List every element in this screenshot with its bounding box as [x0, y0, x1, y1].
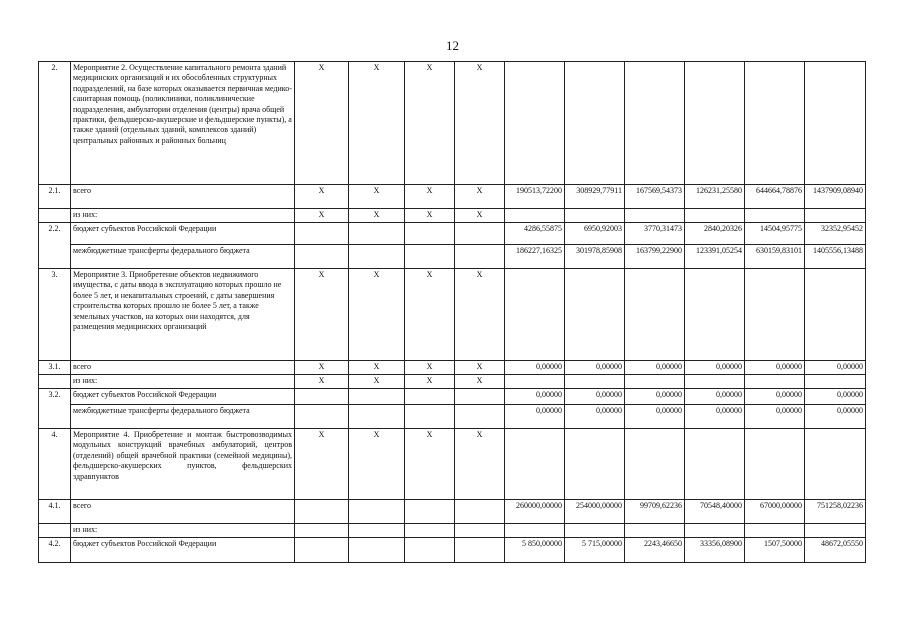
value-cell: 0,00000 — [565, 405, 625, 429]
value-cell: 70548,40000 — [685, 500, 745, 524]
row-number — [39, 209, 71, 223]
x-cell — [405, 223, 455, 245]
table-row — [39, 269, 866, 361]
value-cell — [805, 429, 866, 500]
value-cell: 3770,31473 — [625, 223, 685, 245]
x-cell — [455, 500, 505, 524]
x-cell — [349, 223, 405, 245]
value-cell: 190513,72200 — [505, 185, 565, 209]
x-cell — [455, 223, 505, 245]
value-cell: 0,00000 — [745, 405, 805, 429]
row-number: 4.2. — [39, 538, 71, 563]
x-cell: X — [405, 375, 455, 389]
value-cell: 48672,05550 — [805, 538, 866, 563]
value-cell: 0,00000 — [685, 405, 745, 429]
table-row — [39, 185, 866, 209]
row-number — [39, 524, 71, 538]
x-cell: X — [295, 62, 349, 185]
value-cell: 1405556,13488 — [805, 245, 866, 269]
table-row — [39, 389, 866, 405]
value-cell — [505, 269, 565, 361]
table-row — [39, 209, 866, 223]
table-row — [39, 500, 866, 524]
value-cell: 186227,16325 — [505, 245, 565, 269]
x-cell: X — [295, 375, 349, 389]
x-cell: X — [455, 361, 505, 375]
table-row — [39, 524, 866, 538]
value-cell: 0,00000 — [505, 389, 565, 405]
value-cell: 308929,77911 — [565, 185, 625, 209]
value-cell — [685, 375, 745, 389]
row-number: 2. — [39, 62, 71, 185]
value-cell: 1507,50000 — [745, 538, 805, 563]
row-description: всего — [71, 500, 295, 524]
value-cell — [565, 269, 625, 361]
value-cell: 0,00000 — [505, 405, 565, 429]
x-cell: X — [455, 209, 505, 223]
row-description: межбюджетные трансферты федерального бюджета — [71, 245, 295, 269]
x-cell: X — [405, 62, 455, 185]
row-description: бюджет субъектов Российской Федерации — [71, 538, 295, 563]
table-row — [39, 223, 866, 245]
x-cell: X — [349, 185, 405, 209]
value-cell: 5 715,00000 — [565, 538, 625, 563]
value-cell — [685, 524, 745, 538]
x-cell: X — [455, 185, 505, 209]
x-cell: X — [295, 185, 349, 209]
value-cell: 99709,62236 — [625, 500, 685, 524]
row-number: 2.1. — [39, 185, 71, 209]
value-cell: 163799,22900 — [625, 245, 685, 269]
x-cell — [455, 538, 505, 563]
value-cell — [745, 62, 805, 185]
value-cell: 4286,55875 — [505, 223, 565, 245]
table-row — [39, 538, 866, 563]
value-cell — [625, 375, 685, 389]
x-cell: X — [295, 209, 349, 223]
value-cell: 0,00000 — [625, 405, 685, 429]
value-cell: 2243,46650 — [625, 538, 685, 563]
x-cell — [349, 524, 405, 538]
value-cell: 254000,00000 — [565, 500, 625, 524]
x-cell: X — [349, 269, 405, 361]
value-cell: 0,00000 — [805, 389, 866, 405]
value-cell: 644664,78876 — [745, 185, 805, 209]
value-cell: 0,00000 — [685, 361, 745, 375]
value-cell: 260000,00000 — [505, 500, 565, 524]
value-cell — [685, 429, 745, 500]
value-cell — [565, 62, 625, 185]
value-cell — [505, 375, 565, 389]
value-cell — [745, 524, 805, 538]
x-cell — [405, 524, 455, 538]
x-cell: X — [455, 429, 505, 500]
x-cell — [349, 245, 405, 269]
value-cell — [745, 269, 805, 361]
x-cell: X — [349, 429, 405, 500]
row-description: межбюджетные трансферты федерального бюджета — [71, 405, 295, 429]
table-row — [39, 375, 866, 389]
value-cell — [565, 429, 625, 500]
value-cell: 33356,08900 — [685, 538, 745, 563]
value-cell: 0,00000 — [745, 389, 805, 405]
x-cell — [295, 524, 349, 538]
x-cell — [455, 245, 505, 269]
row-number: 2.2. — [39, 223, 71, 269]
x-cell — [295, 405, 349, 429]
x-cell: X — [295, 361, 349, 375]
value-cell: 6950,92003 — [565, 223, 625, 245]
value-cell: 167569,54373 — [625, 185, 685, 209]
value-cell — [805, 375, 866, 389]
value-cell — [805, 269, 866, 361]
value-cell: 0,00000 — [805, 361, 866, 375]
value-cell: 123391,05254 — [685, 245, 745, 269]
x-cell: X — [455, 269, 505, 361]
value-cell — [685, 62, 745, 185]
value-cell — [625, 429, 685, 500]
value-cell — [505, 524, 565, 538]
table-row — [39, 62, 866, 185]
table-row — [39, 245, 866, 269]
value-cell — [625, 209, 685, 223]
value-cell — [745, 375, 805, 389]
value-cell: 2840,20326 — [685, 223, 745, 245]
value-cell: 0,00000 — [505, 361, 565, 375]
value-cell — [505, 429, 565, 500]
row-number — [39, 375, 71, 389]
x-cell — [405, 500, 455, 524]
value-cell — [625, 62, 685, 185]
row-description: всего — [71, 185, 295, 209]
value-cell — [565, 209, 625, 223]
x-cell: X — [349, 209, 405, 223]
value-cell — [805, 209, 866, 223]
x-cell — [455, 389, 505, 405]
value-cell — [625, 269, 685, 361]
row-description: из них: — [71, 524, 295, 538]
value-cell: 0,00000 — [625, 361, 685, 375]
x-cell — [349, 500, 405, 524]
x-cell — [295, 538, 349, 563]
table-row — [39, 405, 866, 429]
x-cell — [295, 500, 349, 524]
row-number: 3.2. — [39, 389, 71, 429]
value-cell — [805, 62, 866, 185]
x-cell — [295, 389, 349, 405]
row-description: из них: — [71, 375, 295, 389]
x-cell: X — [405, 185, 455, 209]
table-row — [39, 361, 866, 375]
value-cell: 32352,95452 — [805, 223, 866, 245]
value-cell: 301978,85908 — [565, 245, 625, 269]
value-cell: 630159,83101 — [745, 245, 805, 269]
x-cell: X — [349, 62, 405, 185]
x-cell: X — [349, 361, 405, 375]
row-description: Мероприятие 4. Приобретение и монтаж быстровозводимых модульных конструкций врачебных амбулаторий, центров (отделений) общей врачебной практики (семейной медицины), фельдшерско-акушерских пунктов, фельдшерских здравпунктов — [71, 429, 295, 500]
x-cell — [405, 405, 455, 429]
x-cell — [455, 405, 505, 429]
value-cell: 751258,02236 — [805, 500, 866, 524]
value-cell: 0,00000 — [625, 389, 685, 405]
value-cell — [505, 209, 565, 223]
x-cell: X — [405, 209, 455, 223]
page-number: 12 — [446, 38, 459, 53]
x-cell — [349, 405, 405, 429]
x-cell — [405, 245, 455, 269]
row-description: бюджет субъектов Российской Федерации — [71, 223, 295, 245]
value-cell: 5 850,00000 — [505, 538, 565, 563]
value-cell — [745, 209, 805, 223]
row-number: 3.1. — [39, 361, 71, 375]
row-description: Мероприятие 3. Приобретение объектов недвижимого имущества, с даты ввода в эксплуатацию которых прошло не более 5 лет, и некапитальных строений, с даты завершения строительства которых прошло не более 5 лет, а также земельных участков, на которых они находятся, для размещения медицинских организаций — [71, 269, 295, 361]
row-description: из них: — [71, 209, 295, 223]
value-cell — [565, 375, 625, 389]
row-number: 4. — [39, 429, 71, 500]
row-number: 4.1. — [39, 500, 71, 524]
value-cell — [685, 209, 745, 223]
value-cell — [805, 524, 866, 538]
x-cell: X — [405, 361, 455, 375]
x-cell — [405, 538, 455, 563]
row-description: бюджет субъектов Российской Федерации — [71, 389, 295, 405]
budget-table — [38, 61, 866, 563]
x-cell — [455, 524, 505, 538]
x-cell: X — [405, 269, 455, 361]
x-cell: X — [455, 62, 505, 185]
x-cell — [349, 389, 405, 405]
value-cell — [685, 269, 745, 361]
row-description: всего — [71, 361, 295, 375]
value-cell — [745, 429, 805, 500]
value-cell: 0,00000 — [745, 361, 805, 375]
x-cell: X — [295, 429, 349, 500]
row-description: Мероприятие 2. Осуществление капитального ремонта зданий медицинских организаций и их обособленных структурных подразделений, на базе которых оказывается первичная медико-санитарная помощь (поликлиники, поликлинические подразделения, амбулатории отделения (центры) врача общей практики, фельдшерско-акушерские и фельдшерские пункты), а также зданий (отдельных зданий, комплексов зданий) центральных районных и районных больниц — [71, 62, 295, 185]
row-number: 3. — [39, 269, 71, 361]
value-cell: 0,00000 — [685, 389, 745, 405]
x-cell — [295, 223, 349, 245]
value-cell: 0,00000 — [565, 361, 625, 375]
value-cell — [625, 524, 685, 538]
x-cell: X — [405, 429, 455, 500]
value-cell: 0,00000 — [805, 405, 866, 429]
value-cell: 14504,95775 — [745, 223, 805, 245]
value-cell — [505, 62, 565, 185]
x-cell — [295, 245, 349, 269]
value-cell: 1437909,08940 — [805, 185, 866, 209]
x-cell: X — [295, 269, 349, 361]
value-cell: 0,00000 — [565, 389, 625, 405]
x-cell: X — [455, 375, 505, 389]
x-cell — [349, 538, 405, 563]
x-cell — [405, 389, 455, 405]
value-cell: 67000,00000 — [745, 500, 805, 524]
table-row — [39, 429, 866, 500]
value-cell — [565, 524, 625, 538]
value-cell: 126231,25580 — [685, 185, 745, 209]
x-cell: X — [349, 375, 405, 389]
